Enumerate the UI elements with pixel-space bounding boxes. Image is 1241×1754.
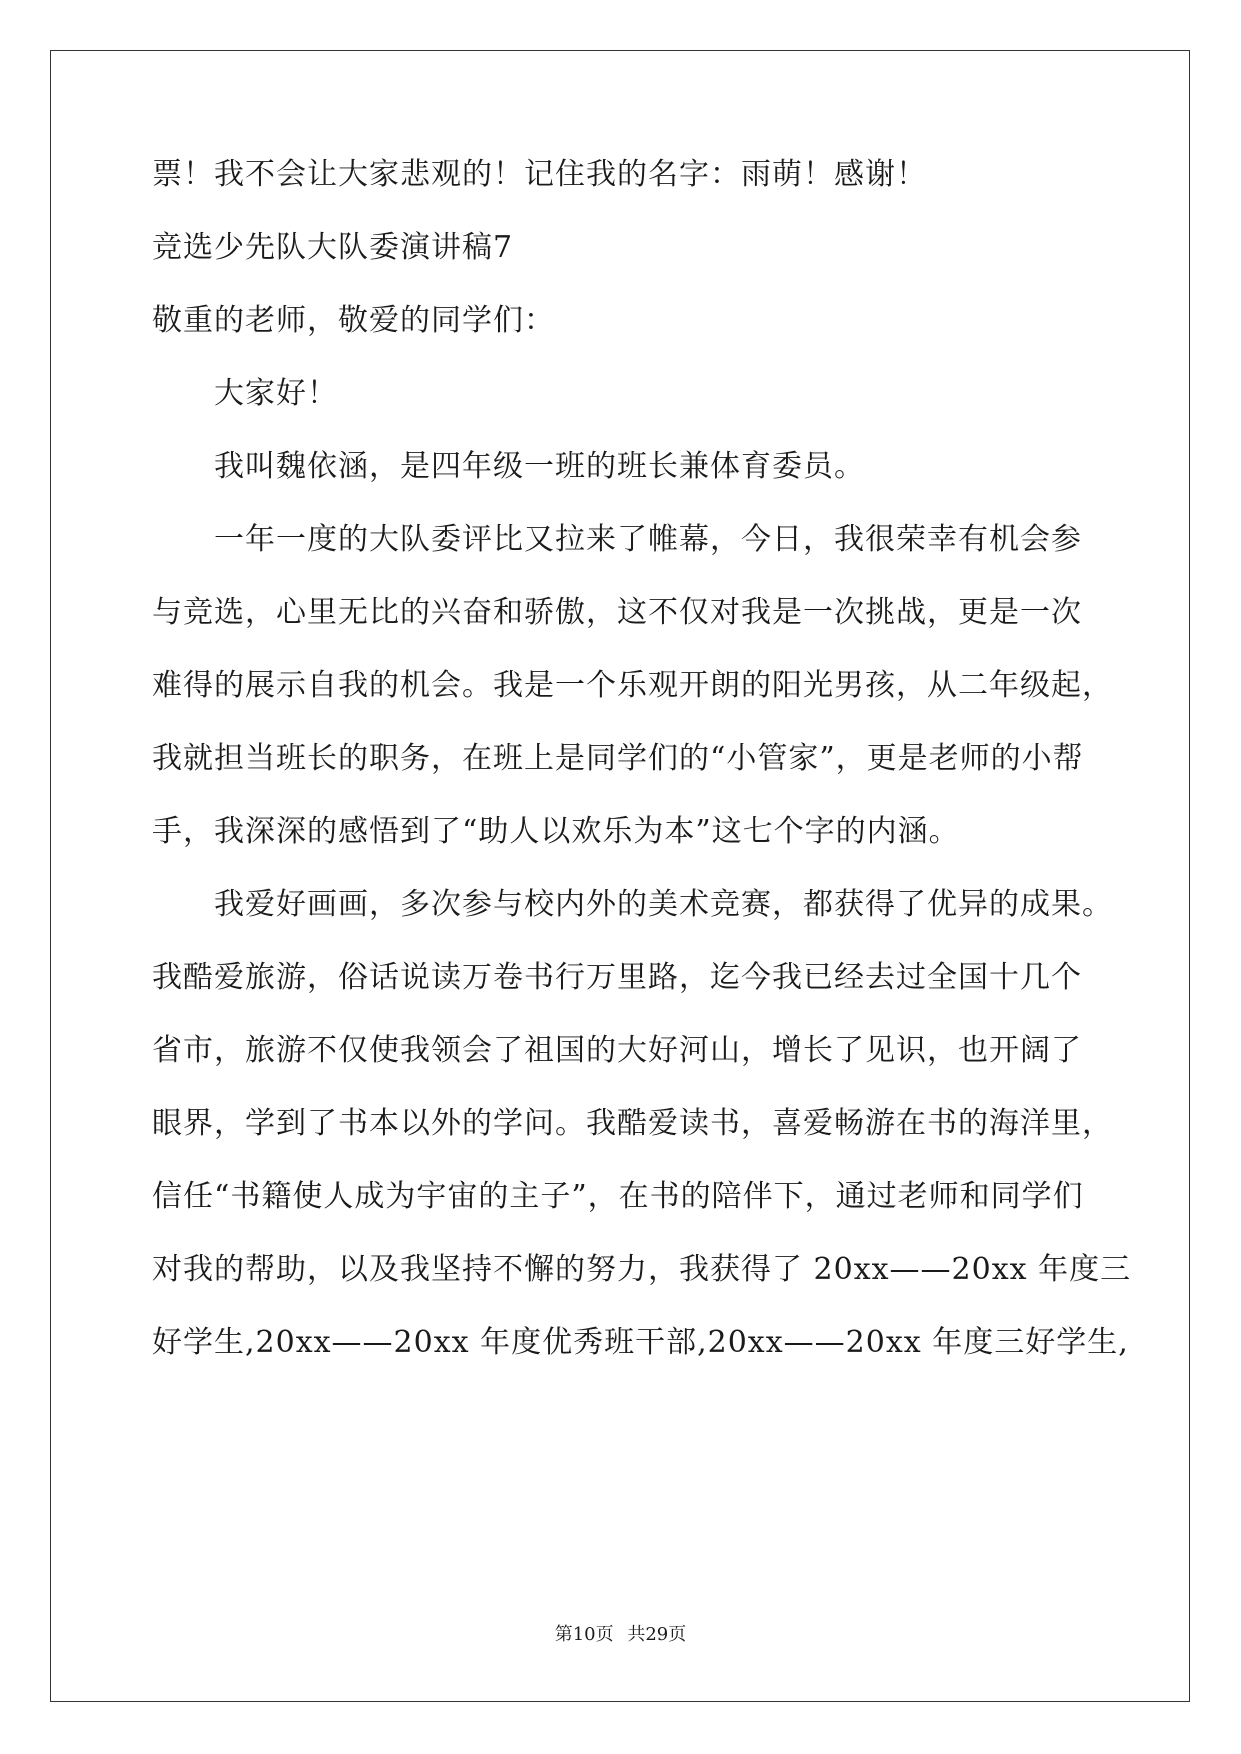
page-number: 第10页 bbox=[554, 1624, 614, 1645]
text-line: 难得的展示自我的机会。我是一个乐观开朗的阳光男孩，从二年级起， bbox=[152, 668, 1113, 703]
text-line: 我就担当班长的职务，在班上是同学们的“小管家”，更是老师的小帮 bbox=[152, 741, 1084, 776]
text-line: 一年一度的大队委评比又拉来了帷幕，今日，我很荣幸有机会参 bbox=[214, 522, 1082, 557]
text-line: 信任“书籍使人成为宇宙的主子”，在书的陪伴下，通过老师和同学们 bbox=[152, 1179, 1084, 1214]
text-line: 我叫魏依涵，是四年级一班的班长兼体育委员。 bbox=[214, 449, 865, 484]
page-footer bbox=[0, 1620, 1241, 1646]
text-line: 手，我深深的感悟到了“助人以欢乐为本”这七个字的内涵。 bbox=[152, 814, 960, 849]
text-line: 眼界，学到了书本以外的学问。我酷爱读书，喜爱畅游在书的海洋里， bbox=[152, 1106, 1113, 1141]
text-line: 好学生,20xx——20xx 年度优秀班干部,20xx——20xx 年度三好学生, bbox=[152, 1325, 1129, 1360]
section-heading: 竞选少先队大队委演讲稿7 bbox=[152, 230, 514, 265]
greeting: 大家好！ bbox=[214, 376, 338, 411]
page-border bbox=[50, 50, 1190, 1702]
page-total: 共29页 bbox=[627, 1624, 687, 1645]
text-line: 票！我不会让大家悲观的！记住我的名字：雨萌！感谢！ bbox=[152, 157, 927, 192]
text-line: 我酷爱旅游，俗话说读万卷书行万里路，迄今我已经去过全国十几个 bbox=[152, 960, 1082, 995]
salutation: 敬重的老师，敬爱的同学们： bbox=[152, 303, 555, 338]
text-line: 与竞选，心里无比的兴奋和骄傲，这不仅对我是一次挑战，更是一次 bbox=[152, 595, 1082, 630]
text-line: 对我的帮助，以及我坚持不懈的努力，我获得了 20xx——20xx 年度三 bbox=[152, 1252, 1132, 1287]
text-line: 省市，旅游不仅使我领会了祖国的大好河山，增长了见识，也开阔了 bbox=[152, 1033, 1082, 1068]
text-line: 我爱好画画，多次参与校内外的美术竞赛，都获得了优异的成果。 bbox=[214, 887, 1113, 922]
